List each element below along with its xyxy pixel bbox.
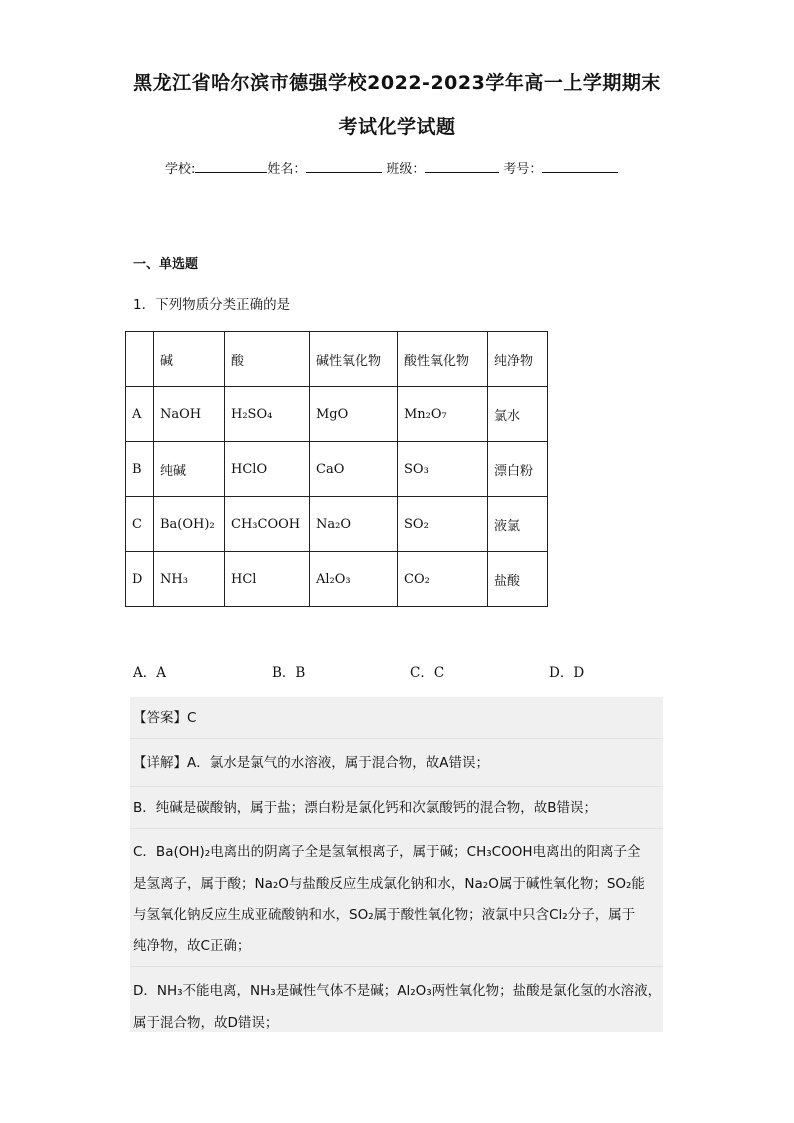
class-blank[interactable] [425, 158, 499, 173]
class-label: 班级： [386, 162, 426, 177]
table-cell: CO₂ [398, 552, 488, 607]
table-cell: CaO [310, 442, 398, 497]
table-header-cell: 酸性氧化物 [398, 332, 488, 387]
table-cell: 盐酸 [488, 552, 548, 607]
table-cell: NaOH [154, 387, 225, 442]
divider [130, 828, 663, 829]
table-header-cell [126, 332, 154, 387]
document-title-line1: 黑龙江省哈尔滨市德强学校2022-2023学年高一上学期期末 [133, 72, 661, 94]
detail-line: 【详解】A．氯水是氯气的水溶液，属于混合物，故A错误； [133, 755, 489, 771]
detail-line: B．纯碱是碳酸钠，属于盐；漂白粉是氯化钙和次氯酸钙的混合物，故B错误； [133, 800, 598, 816]
option-a[interactable]: A．A [133, 665, 166, 681]
answer-line: 【答案】C [133, 710, 197, 726]
table-cell: CH₃COOH [225, 497, 310, 552]
school-label: 学校: [165, 162, 196, 177]
detail-line: C．Ba(OH)₂电离出的阴离子全是氢氧根离子，属于碱；CH₃COOH电离出的阳离子全 [133, 844, 641, 860]
table-cell: Ba(OH)₂ [154, 497, 225, 552]
classification-table [125, 331, 548, 607]
document-title-line2: 考试化学试题 [338, 116, 456, 138]
row-label: D [126, 552, 154, 607]
table-header-cell: 碱 [154, 332, 225, 387]
table-cell: HClO [225, 442, 310, 497]
table-header-cell: 纯净物 [488, 332, 548, 387]
option-c[interactable]: C．C [410, 665, 445, 681]
name-blank[interactable] [306, 158, 382, 173]
detail-line: 属于混合物，故D错误； [133, 1015, 279, 1031]
detail-line: D．NH₃不能电离，NH₃是碱性气体不是碱；Al₂O₃两性氧化物；盐酸是氯化氢的水溶液， [133, 983, 662, 999]
table-cell: MgO [310, 387, 398, 442]
table-cell: 漂白粉 [488, 442, 548, 497]
table-row [126, 442, 548, 497]
option-d[interactable]: D．D [549, 665, 585, 681]
table-header-row [126, 332, 548, 387]
detail-line: 与氢氧化钠反应生成亚硫酸钠和水，SO₂属于酸性氧化物；液氯中只含Cl₂分子，属于 [133, 907, 636, 923]
table-cell: HCl [225, 552, 310, 607]
school-blank[interactable] [195, 158, 267, 173]
table-cell: NH₃ [154, 552, 225, 607]
table-cell: Al₂O₃ [310, 552, 398, 607]
section-title: 一、单选题 [133, 257, 199, 272]
name-label: 姓名： [267, 162, 307, 177]
row-label: B [126, 442, 154, 497]
table-cell: Mn₂O₇ [398, 387, 488, 442]
table-row [126, 497, 548, 552]
id-label: 考号： [503, 162, 543, 177]
table-row [126, 552, 548, 607]
divider [130, 738, 663, 739]
table-header-cell: 碱性氧化物 [310, 332, 398, 387]
table-cell: 液氯 [488, 497, 548, 552]
table-cell: 氯水 [488, 387, 548, 442]
table-row [126, 387, 548, 442]
row-label: A [126, 387, 154, 442]
id-blank[interactable] [542, 158, 618, 173]
student-info-row [165, 158, 618, 177]
table-cell: SO₃ [398, 442, 488, 497]
table-cell: H₂SO₄ [225, 387, 310, 442]
divider [130, 966, 663, 967]
option-b[interactable]: B．B [272, 665, 306, 681]
row-label: C [126, 497, 154, 552]
table-cell: Na₂O [310, 497, 398, 552]
detail-line: 是氢离子，属于酸；Na₂O与盐酸反应生成氯化钠和水，Na₂O属于碱性氧化物；SO₂能 [133, 876, 645, 892]
table-header-cell: 酸 [225, 332, 310, 387]
table-cell: 纯碱 [154, 442, 225, 497]
question-stem: 1．下列物质分类正确的是 [133, 297, 291, 313]
detail-line: 纯净物，故C正确； [133, 938, 251, 954]
table-cell: SO₂ [398, 497, 488, 552]
divider [130, 786, 663, 787]
